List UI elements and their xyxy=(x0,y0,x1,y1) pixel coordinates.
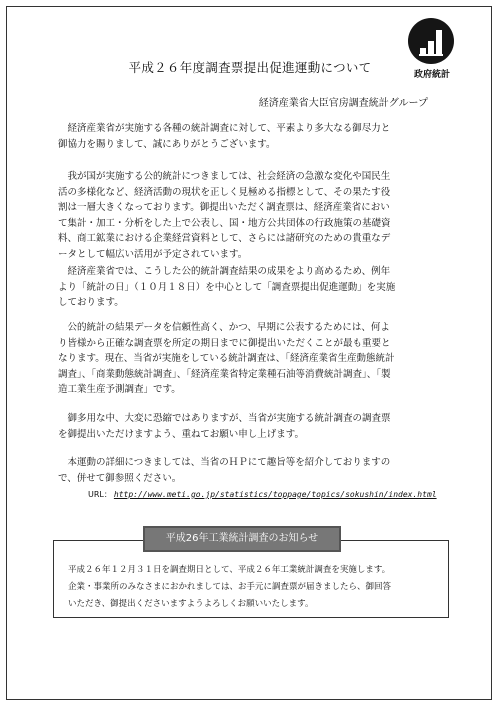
notice-line: 企業・事業所のみなさまにおかれましては、お手元に調査票が届きましたら、御回答 xyxy=(68,582,392,592)
paragraph-details xyxy=(58,455,448,486)
paragraph-line: 御協力を賜りまして、誠にありがとうございます。 xyxy=(58,138,276,150)
paragraph-line: て集計・加工・分析をした上で公表し、国・地方公共団体の行政施策の基礎資 xyxy=(58,217,391,229)
paragraph-gratitude xyxy=(58,121,448,152)
paragraph-line: ータとして幅広い活用が予定されています。 xyxy=(58,248,248,260)
paragraph-request xyxy=(58,411,448,442)
paragraph-line: 経済産業省では、こうした公的統計調査結果の成果をより高めるため、例年 xyxy=(58,266,391,277)
url-line xyxy=(88,489,437,500)
logo-label: 政府統計 xyxy=(413,70,450,80)
paragraph-line: なります。現在、当省が実施をしている統計調査は、「経済産業省生産動態統計 xyxy=(58,353,395,364)
url-label: URL： xyxy=(88,490,112,499)
paragraph-official-statistics xyxy=(58,169,448,262)
paragraph-line: 割は一層大きくなっております。御提出いただく調査票は、経済産業省におい xyxy=(58,202,390,213)
paragraph-line: を御提出いただけますよう、重ねてお願い申し上げます。 xyxy=(58,428,305,440)
organization-name: 経済産業省大臣官房調査統計グループ xyxy=(258,98,428,109)
paragraph-line: 本運動の詳細につきましては、当省のＨＰにて趣旨等を紹介しておりますの xyxy=(58,457,391,468)
paragraph-line: で、併せて御参照ください。 xyxy=(58,472,182,484)
paragraph-line: 公的統計の結果データを信頼性高く、かつ、早期に公表するためには、何よ xyxy=(58,322,390,333)
notice-line: いただき、御提出くださいますようよろしくお願いいたします。 xyxy=(68,599,314,609)
paragraph-campaign xyxy=(58,264,448,311)
details-link[interactable]: http://www.meti.go.jp/statistics/toppage/topics/sokushin/index.html xyxy=(113,490,437,499)
paragraph-line: 料、商工鉱業における企業経営資料として、さらには諸研究のための貴重なデ xyxy=(58,233,391,244)
document-title: 平成２６年度調査票提出促進運動について xyxy=(128,60,372,75)
notice-banner: 平成26年工業統計調査のお知らせ xyxy=(143,526,341,552)
paragraph-line: 経済産業省が実施する各種の統計調査に対して、平素より多大なる御尽力と xyxy=(58,123,391,134)
paragraph-line: 御多用な中、大変に恐縮ではありますが、当省が実施する統計調査の調査票 xyxy=(58,413,391,424)
paragraph-line: より「統計の日」（１０月１８日）を中心として「調査票提出促進運動」を実施 xyxy=(58,281,396,293)
paragraph-line: しております。 xyxy=(58,297,124,308)
paragraph-line: 活の多様化など、経済活動の現状を正しく見極める指標として、その果たす役 xyxy=(58,186,391,198)
paragraph-line: 造工業生産予測調査」です。 xyxy=(58,384,181,395)
paragraph-line: 調査」、「商業動態統計調査」、「経済産業省特定業種石油等消費統計調査」、「製 xyxy=(58,368,391,380)
paragraph-surveys xyxy=(58,320,448,398)
paragraph-line: 我が国が実施する公的統計につきましては、社会経済の急激な変化や国民生 xyxy=(58,171,391,182)
paragraph-line: り皆様から正確な調査票を所定の期日までに御提出いただくことが最も重要と xyxy=(58,337,391,349)
notice-line: 平成２６年１２月３１日を調査期日として、平成２６年工業統計調査を実施します。 xyxy=(68,565,391,575)
